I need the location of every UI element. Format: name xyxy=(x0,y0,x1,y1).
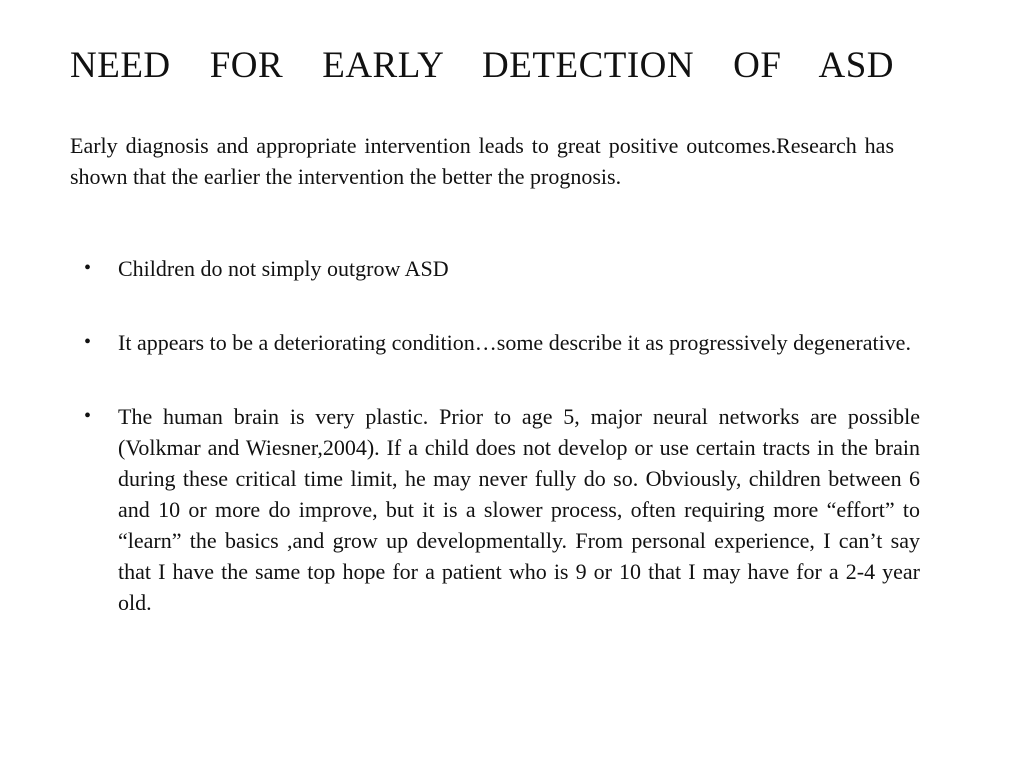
bullet-item-deteriorating xyxy=(80,327,920,358)
bullet-list xyxy=(80,253,920,618)
bullet-text: The human brain is very plastic. Prior to age 5, major neural networks are possible (Volkmar and Wiesner,2004). If a child does not develop or use certain tracts in the brain during these critical time limit, he may never fully do so. Obviously, children between 6 and 10 or more do improve, but it is a slower process, often requiring more “effort” to “learn” the basics ,and grow up developmentally. From personal experience, I can’t say that I have the same top hope for a patient who is 9 or 10 that I may have for a 2-4 year old. xyxy=(118,404,920,615)
bullet-icon: • xyxy=(84,405,92,427)
bullet-icon: • xyxy=(84,331,92,353)
bullet-item-outgrow xyxy=(80,253,920,284)
slide-title: NEED FOR EARLY DETECTION OF ASD xyxy=(70,45,894,86)
bullet-text: It appears to be a deteriorating condition…some describe it as progressively degenerative. xyxy=(118,330,911,355)
intro-paragraph: Early diagnosis and appropriate intervention leads to great positive outcomes.Research has shown that the earlier the intervention the better the prognosis. xyxy=(70,133,894,189)
bullet-text: Children do not simply outgrow ASD xyxy=(118,256,449,281)
bullet-icon: • xyxy=(84,257,92,279)
bullet-item-brain-plasticity xyxy=(80,401,920,618)
